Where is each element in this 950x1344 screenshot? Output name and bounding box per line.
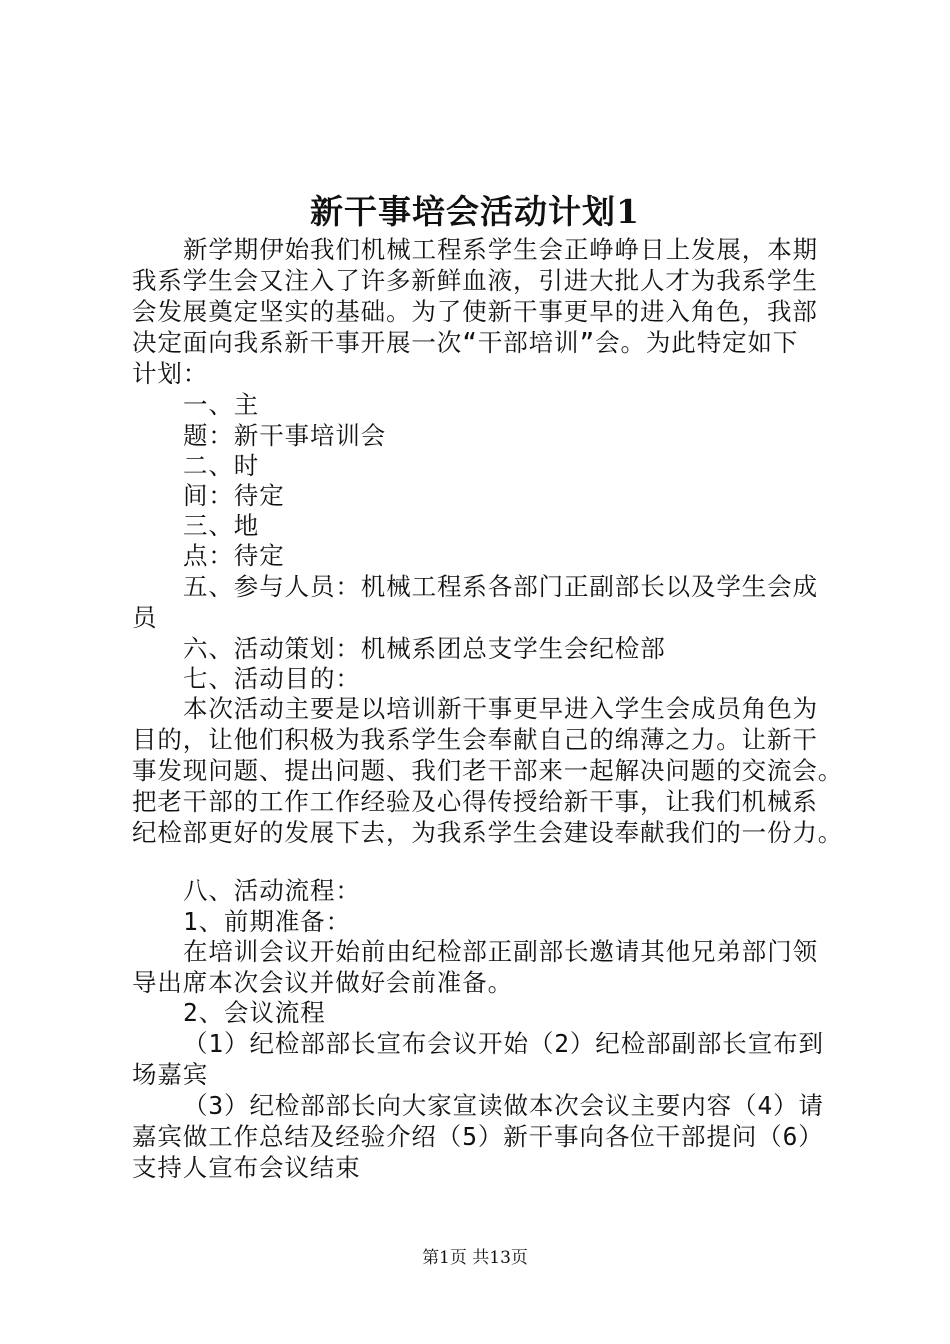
paragraph-line: 我系学生会又注入了许多新鲜血液，引进大批人才为我系学生 — [132, 266, 818, 295]
list-item: 五、参与人员：机械工程系各部门正副部长以及学生会成 — [183, 572, 818, 601]
paragraph-line: 支持人宣布会议结束 — [132, 1153, 361, 1182]
list-item: 员 — [132, 603, 158, 632]
list-item: 七、活动目的： — [183, 664, 361, 693]
paragraph-line: （3）纪检部部长向大家宣读做本次会议主要内容（4）请 — [183, 1091, 824, 1120]
document-title: 新干事培会活动计划1 — [310, 192, 640, 231]
paragraph-line: 纪检部更好的发展下去，为我系学生会建设奉献我们的一份力。 — [132, 818, 844, 847]
list-item: 间：待定 — [183, 481, 285, 510]
list-item: 六、活动策划：机械系团总支学生会纪检部 — [183, 634, 666, 663]
paragraph-line: 新学期伊始我们机械工程系学生会正峥峥日上发展，本期 — [183, 235, 818, 264]
list-item: 一、主 — [183, 390, 260, 419]
list-item: 点：待定 — [183, 541, 285, 570]
list-item: 二、时 — [183, 451, 260, 480]
paragraph-line: 本次活动主要是以培训新干事更早进入学生会成员角色为 — [183, 694, 818, 723]
list-item: 三、地 — [183, 511, 260, 540]
paragraph-line: 会发展奠定坚实的基础。为了使新干事更早的进入角色，我部 — [132, 297, 818, 326]
paragraph-line: 场嘉宾 — [132, 1060, 209, 1089]
paragraph-line: 决定面向我系新干事开展一次“干部培训”会。为此特定如下 — [132, 328, 799, 357]
section-heading: 2、会议流程 — [183, 998, 326, 1027]
paragraph-line: 计划： — [132, 359, 209, 388]
paragraph-line: 导出席本次会议并做好会前准备。 — [132, 968, 513, 997]
paragraph-line: 在培训会议开始前由纪检部正副部长邀请其他兄弟部门领 — [183, 937, 818, 966]
section-heading: 1、前期准备： — [183, 907, 352, 936]
section-heading: 八、活动流程： — [183, 876, 361, 905]
paragraph-line: 嘉宾做工作总结及经验介绍（5）新干事向各位干部提问（6） — [132, 1122, 824, 1151]
paragraph-line: 事发现问题、提出问题、我们老干部来一起解决问题的交流会。 — [132, 756, 844, 785]
list-item: 题：新干事培训会 — [183, 421, 387, 450]
page-footer: 第1页 共13页 — [422, 1248, 528, 1268]
paragraph-line: 目的，让他们积极为我系学生会奉献自己的绵薄之力。让新干 — [132, 725, 818, 754]
paragraph-line: 把老干部的工作工作经验及心得传授给新干事，让我们机械系 — [132, 787, 818, 816]
paragraph-line: （1）纪检部部长宣布会议开始（2）纪检部副部长宣布到 — [183, 1029, 824, 1058]
